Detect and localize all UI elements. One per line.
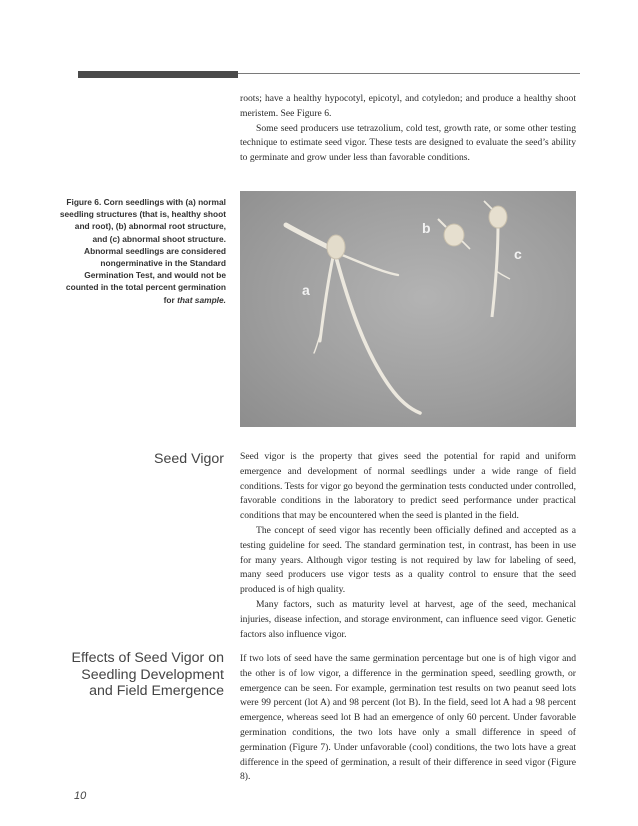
seedling-a <box>286 225 420 413</box>
effects-paragraph-1: If two lots of seed have the same germination percentage but one is of high vigor and the other is of low vigor, a difference in the germination speed, seedling growth, or emergence can be seen. For example, germination test results on two peanut seed lots were 99 percent (lot A) and 98 percent (lot B). In the field, seed lot A had a 98 percent emergence, whereas seed lot B had an emergence of only 60 percent. Under favorable germination conditions, the two lots have only a small difference in speed of germination (Figure 7). Under unfavorable (cool) conditions, the two lots have a great difference in the speed of germination, a result of their difference in seed vigor (Figure 8). <box>240 653 576 783</box>
seed-a <box>327 235 345 259</box>
caption-main-text: Figure 6. Corn seedlings with (a) normal seedling structures (that is, healthy shoot and root), (b) abnormal root structure, and (c) abnormal shoot structure. Abnormal seedlings are considered nongerminative in the Standard Germination Test, and would not be counted in the total percent germination for <box>59 197 226 305</box>
label-c: c <box>514 246 522 262</box>
figure-6-caption <box>58 196 226 306</box>
intro-text <box>240 92 576 166</box>
intro-paragraph-1: roots; have a healthy hypocotyl, epicotyl, and cotyledon; and produce a healthy shoot meristem. See Figure 6. <box>240 93 576 119</box>
figure-6-photo <box>240 191 576 427</box>
seedling-c <box>484 201 510 317</box>
seed-vigor-paragraph-2: The concept of seed vigor has recently been officially defined and accepted as a testing guideline for seed. The standard germination test, in contrast, has been in use for many years. Although vigor testing is not required by law for labeling of seed, many seed producers use vigor tests as a quality control to ensure that the seed produced is of high quality. <box>240 524 576 596</box>
seed-vigor-heading: Seed Vigor <box>154 451 224 467</box>
intro-paragraph-2: Some seed producers use tetrazolium, cold test, growth rate, or some other testing technique to estimate seed vigor. These tests are designed to evaluate the seed’s ability to germinate and grow under less than favorable conditions. <box>240 122 576 164</box>
header-rule-thick <box>78 71 238 78</box>
page-number: 10 <box>74 790 87 802</box>
seed-vigor-text <box>240 450 576 642</box>
seed-vigor-paragraph-3: Many factors, such as maturity level at harvest, age of the seed, mechanical injuries, disease infection, and storage environment, can influence seed vigor. Genetic factors also influence vigor. <box>240 598 576 640</box>
effects-heading: Effects of Seed Vigor on Seedling Development and Field Emergence <box>71 650 224 700</box>
label-a: a <box>302 282 310 298</box>
seed-vigor-paragraph-1: Seed vigor is the property that gives seed the potential for rapid and uniform emergence and development of normal seedlings under a wide range of field conditions. Tests for vigor go beyond the germination tests conducted under controlled, favorable conditions in the laboratory to predict seed performance under practical conditions that may be encountered when the seed is planted in the field. <box>240 451 576 522</box>
header-rule-thin <box>238 73 580 74</box>
effects-text <box>240 652 576 785</box>
caption-italic-text: that sample. <box>177 294 226 305</box>
seedling-b <box>438 219 470 249</box>
label-b: b <box>422 220 431 236</box>
